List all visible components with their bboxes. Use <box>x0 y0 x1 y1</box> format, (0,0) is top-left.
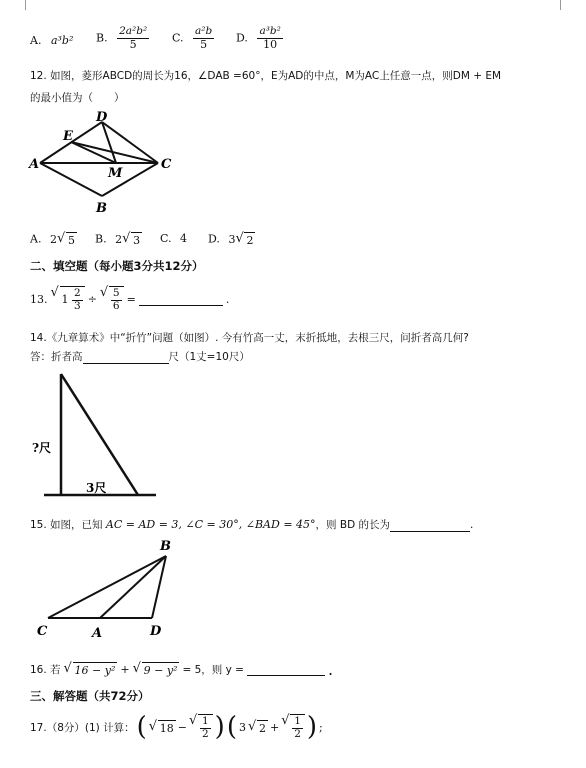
q12-option-a-label: A. <box>30 232 42 246</box>
q12-option-c-label: C. <box>160 232 172 245</box>
q16-prefix: 16. 若 <box>30 664 61 676</box>
q13-equals: = <box>126 292 136 306</box>
bamboo-broken-part <box>61 374 138 495</box>
q16-radical-1: √ 16 − y² <box>64 662 118 677</box>
q16-equation-tail: = 5，则 y = <box>182 664 244 676</box>
margin-mark-right <box>560 0 561 10</box>
q11-option-c-label: C. <box>172 31 184 45</box>
q12-option-b-radical: √ 3 <box>122 232 142 247</box>
q13-divide-sign: ÷ <box>87 292 97 306</box>
q17-radical-2: √ 2 <box>248 720 268 735</box>
segment-db <box>152 556 166 618</box>
bamboo-figure <box>28 368 173 503</box>
vertex-label-c: C <box>37 624 48 639</box>
q17-radical-half-1: √ $\frac{1}{2}$ <box>189 714 213 740</box>
vertex-label-b: B <box>160 539 171 554</box>
q12-question-line2: 的最小值为（ ） <box>30 92 125 104</box>
q11-option-a-value: a³b² <box>50 34 74 47</box>
q13-radical-1: √ 1 $\frac{2}{3}$ <box>51 286 85 312</box>
q11-option-b-fraction: $\frac{\text{2a²b²}}{5}$ <box>119 25 148 51</box>
q17-radical-half-2: √ $\frac{1}{2}$ <box>281 714 305 740</box>
q15-answer-blank[interactable] <box>390 519 470 532</box>
triangle-figure <box>34 536 184 641</box>
q14-answer-suffix: 尺（1丈=10尺） <box>168 351 250 363</box>
vertex-label-a: A <box>29 157 40 172</box>
bamboo-distance-label: 3尺 <box>86 481 107 495</box>
q13-answer-blank[interactable] <box>139 293 223 306</box>
q17-radical-18: √ 18 <box>149 720 176 735</box>
section-2-title: 二、填空题（每小题3分共12分） <box>30 259 204 273</box>
segment-ab <box>100 556 166 618</box>
q17-line: 17.（8分）(1) 计算： ( √ 18 − √ $\frac{1}{2}$ ) ( 3 √ 2 + √ $\frac{1}{2}$ ) ; <box>30 712 323 742</box>
q12-question-line1: 12. 如图，菱形ABCD的周长为16，∠DAB =60°，E为AD的中点，M为AC上任意一点，则DM + EM <box>30 70 502 82</box>
vertex-label-b: B <box>96 201 107 216</box>
q15-condition: AC = AD = 3, ∠C = 30°, ∠BAD = 45° <box>105 518 316 531</box>
q11-option-c-fraction: $\frac{\text{a²b}}{5}$ <box>195 25 213 51</box>
q16-radical-2: √ 9 − y² <box>133 662 180 677</box>
q16-line: 16. 若 √ 16 − y² + √ 9 − y² = 5，则 y = . <box>30 660 333 679</box>
vertex-label-a: A <box>92 626 103 641</box>
q12-option-a-radical: √ 5 <box>57 232 77 247</box>
segment-cb <box>48 556 166 618</box>
q14-answer-prefix: 答：折者高 <box>30 351 83 363</box>
q11-option-a-label: A. <box>30 34 42 47</box>
q11-option-d-fraction: $\frac{\text{a³b²}}{10}$ <box>259 25 281 51</box>
q13-radical-2: √ $\frac{5}{6}$ <box>100 286 124 312</box>
margin-mark-left <box>25 0 26 10</box>
q14-question: 14.《九章算术》中“折竹”问题（如图）. 今有竹高一丈，末折抵地，去根三尺，问折者高几何? <box>30 332 469 344</box>
vertex-label-m: M <box>108 166 123 181</box>
q13-number: 13. <box>30 292 48 306</box>
q12-option-c-value: 4 <box>180 232 188 245</box>
q14-answer-line <box>30 349 250 364</box>
q11-option-d-label: D. <box>236 31 248 45</box>
section-3-title: 三、解答题（共72分） <box>30 689 150 703</box>
q13-line: 13. √ 1 $\frac{2}{3}$ ÷ √ $\frac{5}{6}$ = . <box>30 286 229 312</box>
q12-option-d-radical: √ 2 <box>235 232 255 247</box>
q16-answer-blank[interactable] <box>247 663 325 676</box>
q15-question: 15. 如图，已知 AC = AD = 3, ∠C = 30°, ∠BAD = 45°，则 BD 的长为 . <box>30 518 474 531</box>
q11-option-b-label: B. <box>96 31 108 45</box>
vertex-label-c: C <box>161 157 172 172</box>
q12-option-d-label: D. <box>208 232 220 246</box>
vertex-label-e: E <box>63 129 73 144</box>
bamboo-height-label: ?尺 <box>32 441 52 455</box>
rhombus-side-ba <box>40 163 102 196</box>
rhombus-figure <box>28 110 178 220</box>
q12-option-b-label: B. <box>95 232 107 246</box>
vertex-label-d: D <box>96 110 108 125</box>
vertex-label-d: D <box>150 624 162 639</box>
q14-answer-blank[interactable] <box>83 351 169 364</box>
q17-prefix: 17.（8分）(1) 计算： <box>30 721 135 734</box>
